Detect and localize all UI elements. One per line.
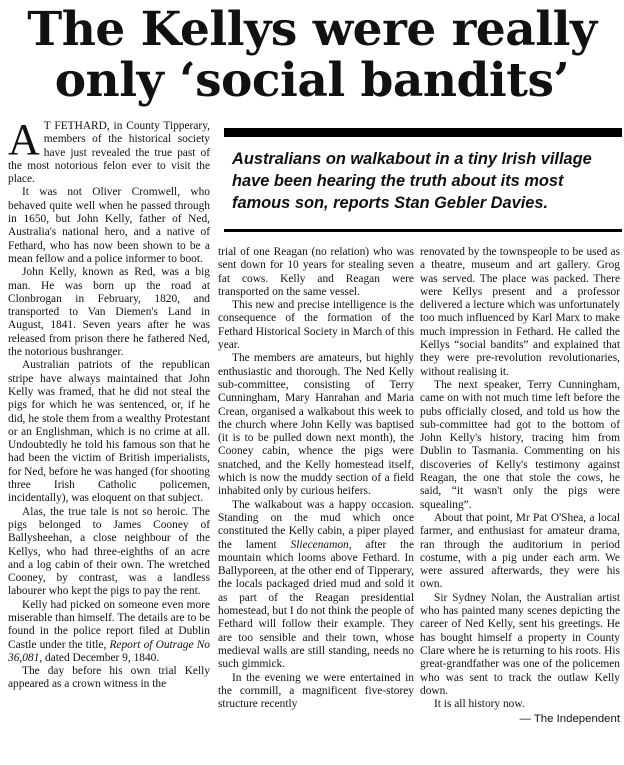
- paragraph: About that point, Mr Pat O'Shea, a local farmer, and enthusiast for amateur drama, ran through the auditorium in period costume, with a pig under each arm. We were assured afterwards, they were his own.: [420, 511, 620, 591]
- paragraph: The members are amateurs, but highly enthusiastic and thorough. The Ned Kelly sub-committee, consisting of Terry Cunningham, Mary Hanrahan and Maria Crean, organised a walkabout this week to the church where John Kelly was baptised (it is to be pulled down next month), the Cooney cabin, whence the pigs were snatched, and the Kelly homestead itself, which is now the muddy section of a field inhabited only by curious heifers.: [218, 352, 414, 498]
- paragraph: John Kelly, known as Red, was a big man. He was born up the road at Clonbrogan in February, 1820, and transported to Van Diemen's Land in August, 1841. Seven years after he was released from prison there he fathered Ned, the notorious bushranger.: [8, 266, 210, 359]
- paragraph: Alas, the true tale is not so heroic. The pigs belonged to James Cooney of Ballysheehan, a close neighbour of the Kellys, who had three-eighths of an acre and a log cabin of their own. The wretched Cooney, by contrast, was a landless labourer who kept the pigs to pay the rent.: [8, 505, 210, 598]
- paragraph: [218, 499, 414, 672]
- paragraph: Australian patriots of the republican stripe have always maintained that John Kelly was framed, that he did not steal the pigs for which he was sentenced, or, if he did, he stole them from a wealthy Protestant or an Englishman, which is no crime at all. Undoubtedly he told his famous son that he had been the victim of British imperialists, for Ned, before he was hanged (for shooting three Irish Catholic policemen, incidentally), was eloquent on that subject.: [8, 359, 210, 505]
- paragraph: It was not Oliver Cromwell, who behaved quite well when he passed through in 1650, but John Kelly, father of Ned, Australia's national hero, and a native of Fethard, who has now been shown to be a mean fellow and a police informer to boot.: [8, 186, 210, 265]
- paragraph: renovated by the townspeople to be used as a theatre, museum and art gallery. Grog was served. The place was packed. There were Kellys present and a professor delivered a lecture which was unfortunately too much influenced by Karl Marx to make much impression in Fethard. He called the Kellys “social bandits” and explained that they were pre-revolution revolutionaries, without realising it.: [420, 246, 620, 378]
- headline-line-1: The Kellys were really: [27, 2, 597, 57]
- paragraph-text: dated December 9, 1840.: [42, 651, 160, 664]
- paragraph-text: T FETHARD, in County Tipperary, members of the historical society have just revealed the true past of the most notorious felon ever to visit the place.: [8, 120, 210, 186]
- paragraph: This new and precise intelligence is the consequence of the formation of the Fethard Historical Society in March of this year.: [218, 299, 414, 352]
- paragraph-text: The walkabout was a happy occasion. Standing on the mud which once constituted the Kelly cabin, a piper played the lament: [218, 498, 414, 551]
- paragraph: In the evening we were entertained in the cornmill, a magnificent five-storey structure recently: [218, 671, 414, 711]
- standfirst-text: Australians on walkabout in a tiny Irish village have been hearing the truth about its most famous son, reports Stan Gebler Davies.: [232, 150, 592, 212]
- headline-line-2: only ‘social bandits’: [54, 53, 570, 108]
- article-column-2: [218, 246, 414, 765]
- paragraph: It is all history now.: [434, 698, 525, 711]
- article-column-3: [420, 246, 620, 765]
- paragraph: The next speaker, Terry Cunningham, came on with not much time left before the pubs officially closed, and told us how the sub-committee had got to the bottom of John Kelly's history, tracing him from Dublin to Tasmania. Commenting on his discoveries of Kelly's testimony against Reagan, the one that stole the cows, he said, “it wasn't only the pigs were squealing”.: [420, 378, 620, 511]
- paragraph: [8, 115, 210, 186]
- report-title: Report of Outrage No 36,081,: [8, 638, 210, 664]
- standfirst-box: [224, 128, 622, 232]
- paragraph: The day before his own trial Kelly appeared as a crown witness in the: [8, 665, 210, 691]
- drop-cap: A: [8, 115, 40, 164]
- article-column-1: [8, 115, 210, 765]
- paragraph-text: Kelly had picked on someone even more miserable than himself. The details are to be found in the police report filed at Dublin Castle under the title,: [8, 598, 210, 651]
- paragraph-text: after the mountain which looms above Fethard. In Ballyporeen, at the other end of Tipperary, the locals packaged dried mud and sold it as part of the Reagan presidential homestead, but I do not think the people of Fethard will follow their example. They are too sensible and their town, whose medieval walls are still standing, needs no such gimmick.: [218, 538, 414, 671]
- paragraph: [8, 599, 210, 665]
- lament-title: Sliecenamon,: [290, 538, 352, 551]
- paragraph: Sir Sydney Nolan, the Australian artist who has painted many scenes depicting the career of Ned Kelly, sent his greetings. He has bought himself a property in County Clare where he is returning to his roots. His great-grandfather was one of the policemen who was sent to track the outlaw Kelly down.: [420, 591, 620, 697]
- source-credit: — The Independent: [519, 713, 620, 726]
- headline: [0, 4, 624, 106]
- paragraph: trial of one Reagan (no relation) who was sent down for 10 years for stealing seven fat cows. Kelly and Reagan were transported on the same vessel.: [218, 246, 414, 298]
